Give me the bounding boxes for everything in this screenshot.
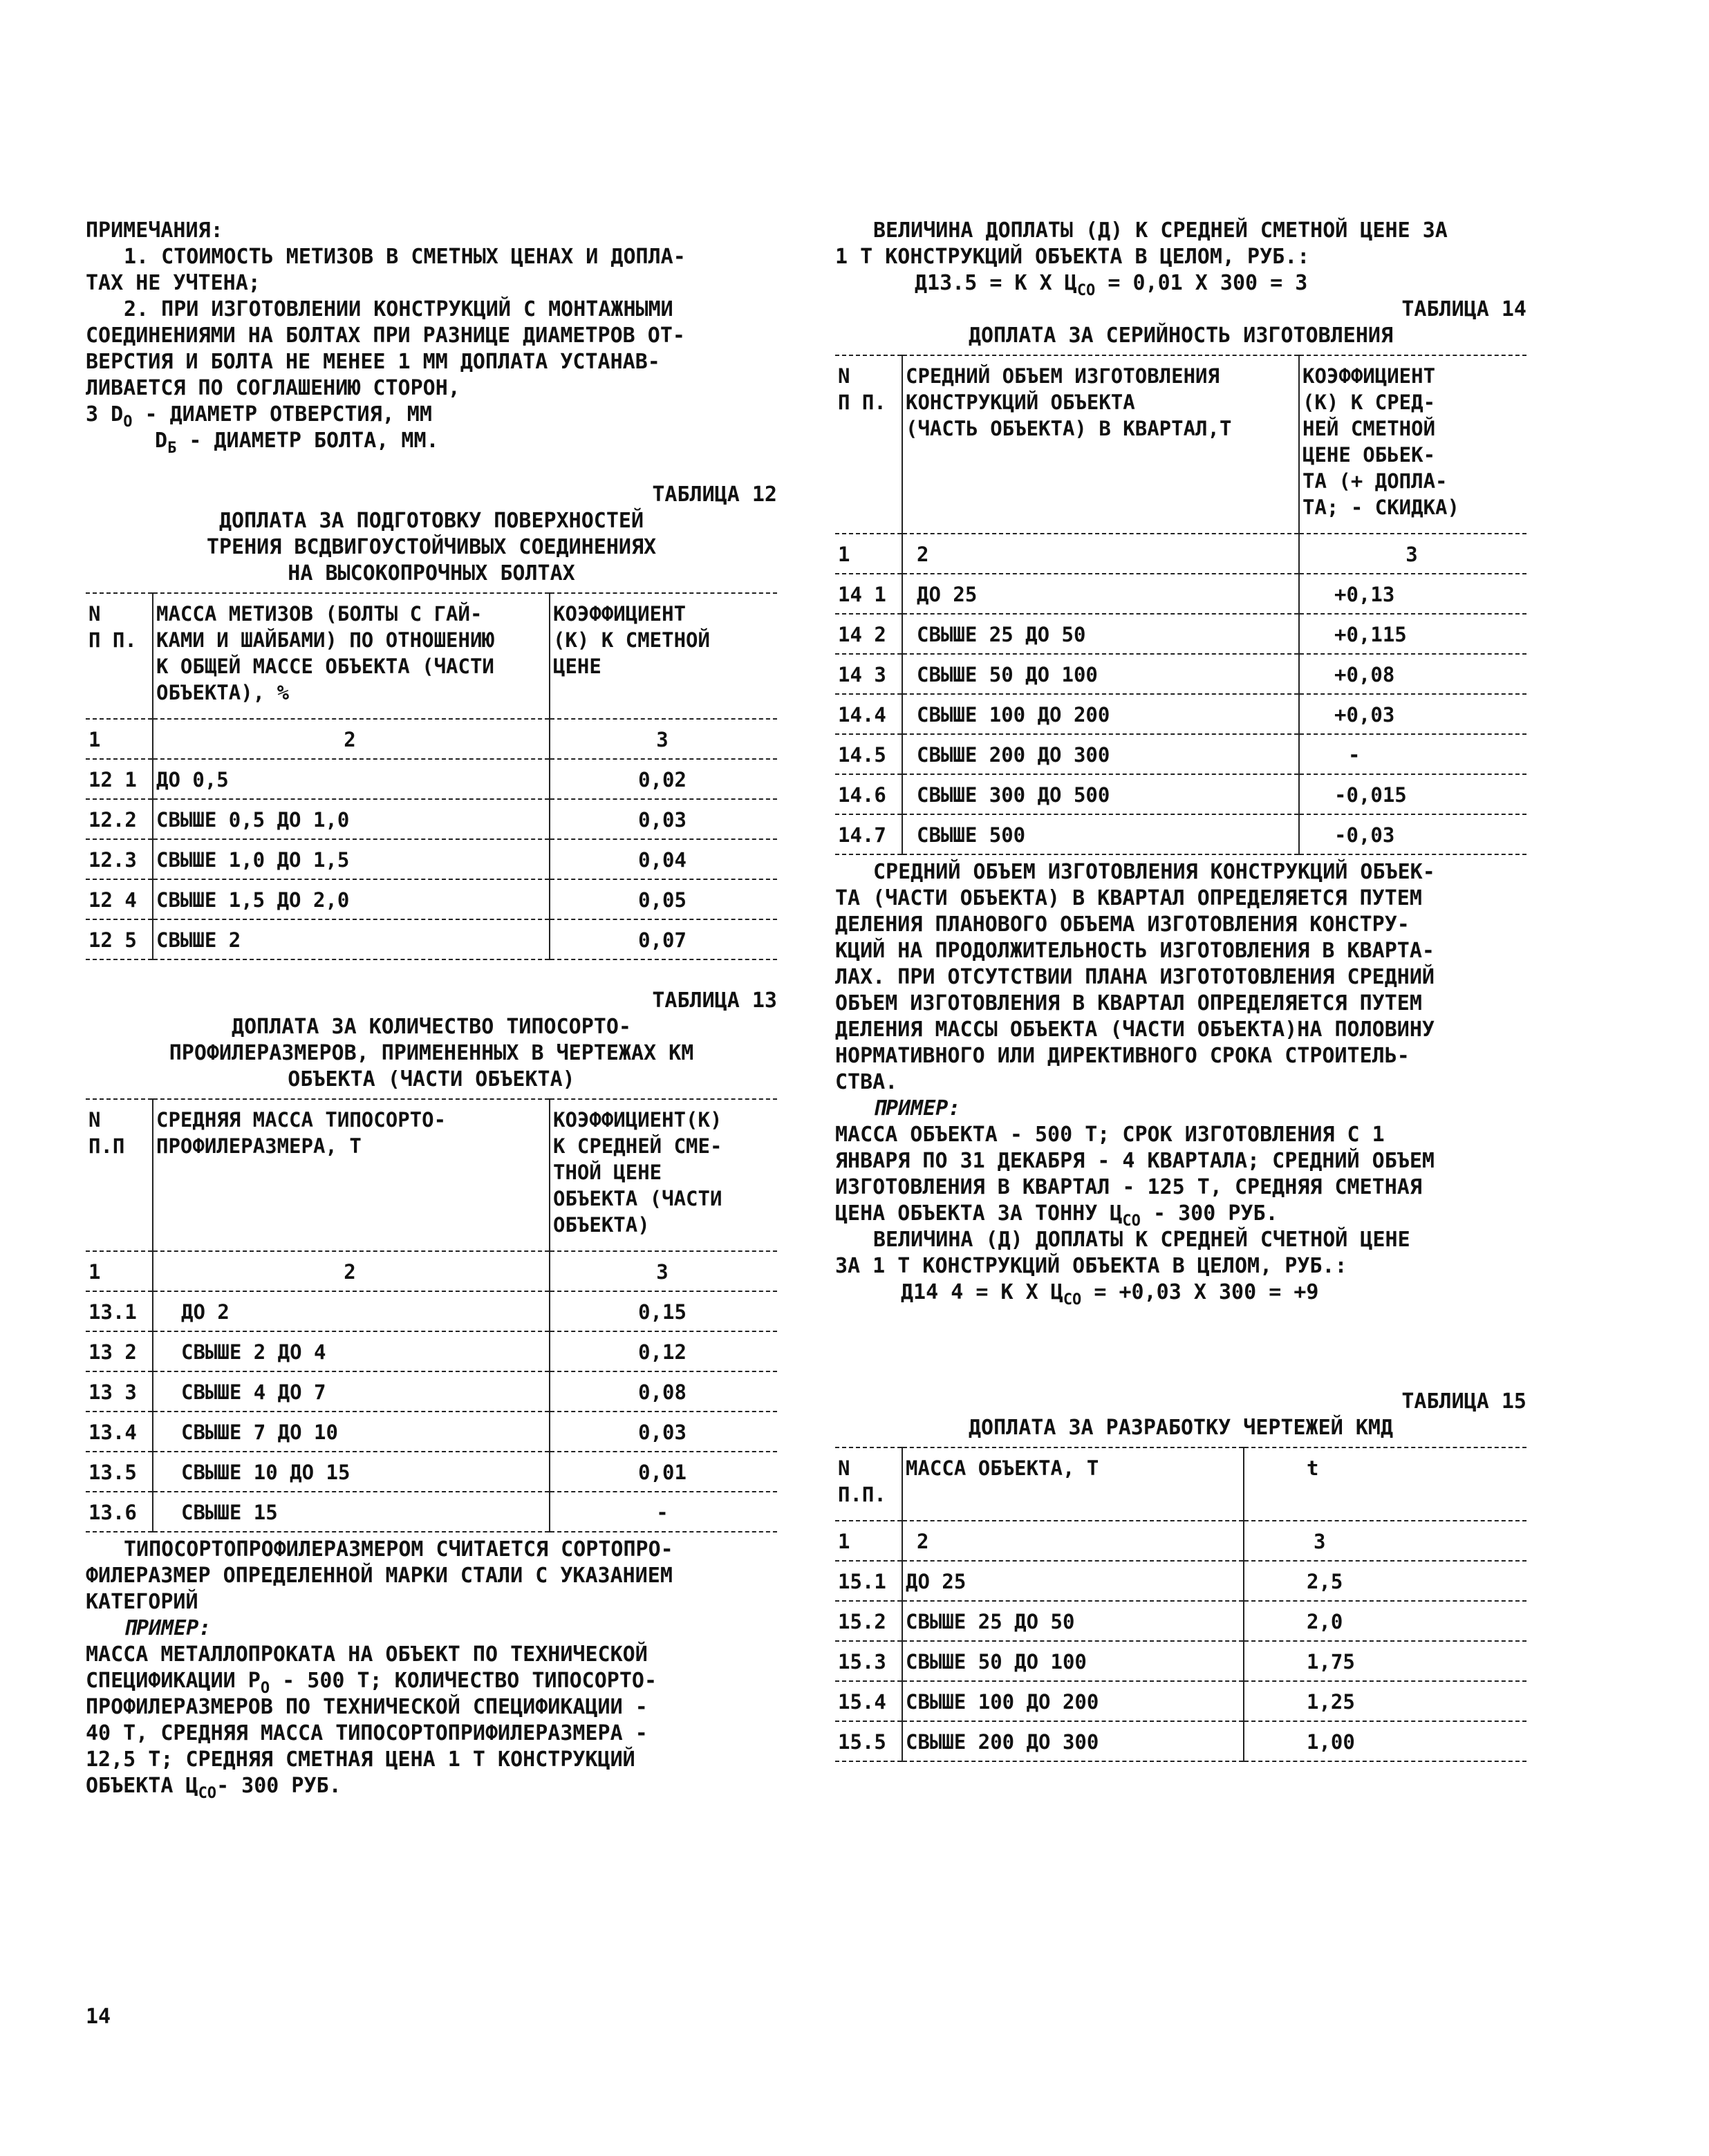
table-title: ТРЕНИЯ ВСДВИГОУСТОЙЧИВЫХ СОЕДИНЕНИЯХ (206, 535, 657, 559)
note-line: ТАХ НЕ УЧТЕНА; (86, 271, 261, 295)
table-index-row (835, 1521, 1526, 1561)
row-number: 12 1 (86, 759, 153, 799)
row-number: 15.4 (835, 1681, 902, 1721)
header-cell: N П.П (86, 1099, 153, 1251)
table-row (86, 1291, 777, 1331)
table-row (86, 919, 777, 959)
header-cell: КОЭФФИЦИЕНТ (К) К СРЕД- НЕЙ СМЕТНОЙ ЦЕНЕ ОБЬЕК- ТА (+ ДОПЛА- ТА; - СКИДКА) (1299, 355, 1526, 534)
header-cell: N П.П. (835, 1447, 902, 1521)
row-range: СВЫШЕ 300 ДО 500 (902, 774, 1299, 814)
row-coefficient: 0,05 (550, 879, 777, 919)
row-number: 15.3 (835, 1641, 902, 1681)
index-cell: 3 (1244, 1521, 1526, 1561)
header-cell: КОЭФФИЦИЕНТ (К) К СМЕТНОЙ ЦЕНЕ (550, 593, 777, 719)
row-number: 15.2 (835, 1601, 902, 1641)
index-cell: 1 (835, 1521, 902, 1561)
example-line: МАССА МЕТАЛЛОПРОКАТА НА ОБЪЕКТ ПО ТЕХНИЧЕСКОЙ (86, 1642, 648, 1667)
table-14-grid (835, 355, 1526, 855)
index-cell: 1 (86, 1251, 153, 1291)
row-range: СВЫШЕ 1,0 ДО 1,5 (153, 839, 550, 879)
table-row (835, 1721, 1526, 1761)
table-row (86, 799, 777, 839)
note-line: ЛИВАЕТСЯ ПО СОГЛАШЕНИЮ СТОРОН, (86, 376, 460, 400)
row-coefficient: -0,015 (1299, 774, 1526, 814)
page-number: 14 (86, 2005, 111, 2029)
row-range: СВЫШЕ 500 (902, 814, 1299, 854)
table-row (835, 694, 1526, 734)
table-title: ОБЪЕКТА (ЧАСТИ ОБЪЕКТА) (288, 1067, 575, 1091)
row-coefficient: 0,03 (550, 1412, 777, 1452)
note-line: ВЕРСТИЯ И БОЛТА НЕ МЕНЕЕ 1 ММ ДОПЛАТА УСТАНАВ- (86, 350, 660, 374)
row-range: СВЫШЕ 100 ДО 200 (902, 694, 1299, 734)
example-line: ВЕЛИЧИНА (Д) ДОПЛАТЫ К СРЕДНЕЙ СЧЕТНОЙ ЦЕНЕ (873, 1228, 1410, 1252)
row-value: 2,0 (1244, 1601, 1526, 1641)
intro-line: ВЕЛИЧИНА ДОПЛАТЫ (Д) К СРЕДНЕЙ СМЕТНОЙ ЦЕНЕ ЗА (873, 218, 1448, 243)
table-title: ПРОФИЛЕРАЗМЕРОВ, ПРИМЕНЕННЫХ В ЧЕРТЕЖАХ КМ (169, 1041, 694, 1065)
index-cell: 3 (550, 1251, 777, 1291)
row-range: ДО 0,5 (153, 759, 550, 799)
example-line: 12,5 Т; СРЕДНЯЯ СМЕТНАЯ ЦЕНА 1 Т КОНСТРУКЦИЙ (86, 1747, 635, 1772)
example-line: СПЕЦИФИКАЦИИ $Р_О - 500$ Т; КОЛИЧЕСТВО ТИПОСОРТО- (86, 1669, 657, 1697)
row-coefficient: +0,115 (1299, 614, 1526, 654)
table-label: ТАБЛИЦА 13 (652, 988, 777, 1013)
table-row (835, 614, 1526, 654)
row-coefficient: 0,12 (550, 1331, 777, 1371)
formula-13-5: Д13.5 = К Х $Ц_{СО} = 0,01$ Х 300 = 3 (915, 271, 1308, 299)
paragraph-14 (835, 859, 1526, 1309)
paragraph-line: ТА (ЧАСТИ ОБЪЕКТА) В КВАРТАЛ ОПРЕДЕЛЯЕТСЯ ПУТЕМ (835, 886, 1422, 910)
paragraph-13 (86, 1537, 777, 1802)
row-coefficient: - (1299, 734, 1526, 774)
paragraph-line: СТВА. (835, 1070, 898, 1094)
row-number: 12 5 (86, 919, 153, 959)
index-cell: 3 (1299, 534, 1526, 574)
row-number: 13 2 (86, 1331, 153, 1371)
header-cell: t (1244, 1447, 1526, 1521)
notes-heading: ПРИМЕЧАНИЯ: (86, 218, 223, 243)
table-title: ДОПЛАТА ЗА ПОДГОТОВКУ ПОВЕРХНОСТЕЙ (218, 509, 644, 533)
header-cell: СРЕДНЯЯ МАССА ТИПОСОРТО- ПРОФИЛЕРАЗМЕРА, Т (153, 1099, 550, 1251)
header-cell: МАССА ОБЪЕКТА, Т (902, 1447, 1244, 1521)
example-line: ЯНВАРЯ ПО 31 ДЕКАБРЯ - 4 КВАРТАЛА; СРЕДНИЙ ОБЪЕМ (835, 1149, 1435, 1173)
row-range: ДО 25 (902, 574, 1299, 614)
row-range: СВЫШЕ 1,5 ДО 2,0 (153, 879, 550, 919)
row-coefficient: 0,03 (550, 799, 777, 839)
table-14 (835, 297, 1526, 855)
table-row (835, 1641, 1526, 1681)
table-header-row (835, 1447, 1526, 1521)
table-label: ТАБЛИЦА 14 (1401, 297, 1526, 321)
legend-hole-diameter: 3 $D_О$ - ДИАМЕТР ОТВЕРСТИЯ, ММ (86, 402, 432, 431)
row-range: СВЫШЕ 50 ДО 100 (902, 654, 1299, 694)
row-range: СВЫШЕ 10 ДО 15 (153, 1452, 550, 1492)
row-range: ДО 25 (902, 1561, 1244, 1601)
example-line: ЗА 1 Т КОНСТРУКЦИЙ ОБЪЕКТА В ЦЕЛОМ, РУБ.: (835, 1254, 1347, 1278)
note-line: 1. СТОИМОСТЬ МЕТИЗОВ В СМЕТНЫХ ЦЕНАХ И ДОПЛА- (124, 245, 686, 269)
table-12-grid (86, 592, 777, 960)
table-12 (86, 482, 777, 960)
paragraph-line: ФИЛЕРАЗМЕР ОПРЕДЕЛЕННОЙ МАРКИ СТАЛИ С УКАЗАНИЕМ (86, 1564, 673, 1588)
example-line: ОБЪЕКТА $Ц_{СО}-$ 300 РУБ. (86, 1774, 342, 1802)
index-cell: 1 (86, 719, 153, 759)
note-line: СОЕДИНЕНИЯМИ НА БОЛТАХ ПРИ РАЗНИЦЕ ДИАМЕТРОВ ОТ- (86, 324, 685, 348)
table-row (86, 1452, 777, 1492)
row-number: 14 2 (835, 614, 902, 654)
row-value: 1,75 (1244, 1641, 1526, 1681)
row-number: 12 4 (86, 879, 153, 919)
row-coefficient: 0,15 (550, 1291, 777, 1331)
notes-section (86, 218, 777, 457)
table-header-row (86, 593, 777, 719)
row-range: СВЫШЕ 200 ДО 300 (902, 1721, 1244, 1761)
example-label: ПРИМЕР: (873, 1096, 961, 1121)
table-row (835, 1681, 1526, 1721)
example-line: ИЗГОТОВЛЕНИЯ В КВАРТАЛ - 125 Т, СРЕДНЯЯ СМЕТНАЯ (835, 1175, 1422, 1199)
paragraph-line: КЦИЙ НА ПРОДОЛЖИТЕЛЬНОСТЬ ИЗГОТОВЛЕНИЯ В КВАРТА- (835, 939, 1435, 963)
table-index-row (86, 719, 777, 759)
row-number: 12.2 (86, 799, 153, 839)
row-range: СВЫШЕ 7 ДО 10 (153, 1412, 550, 1452)
example-line: ЦЕНА ОБЪЕКТА ЗА ТОННУ $Ц_{СО} - 300$ РУБ. (835, 1201, 1278, 1230)
index-cell: 2 (902, 534, 1299, 574)
row-number: 13 3 (86, 1371, 153, 1412)
row-range: СВЫШЕ 200 ДО 300 (902, 734, 1299, 774)
intro-line: 1 Т КОНСТРУКЦИЙ ОБЪЕКТА В ЦЕЛОМ, РУБ.: (835, 245, 1310, 269)
row-coefficient: 0,02 (550, 759, 777, 799)
right-column (835, 218, 1526, 1762)
index-cell: 2 (153, 719, 550, 759)
table-title: НА ВЫСОКОПРОЧНЫХ БОЛТАХ (288, 561, 575, 585)
row-range: СВЫШЕ 50 ДО 100 (902, 1641, 1244, 1681)
formula-14-4: Д14 4 = К Х $Ц_{СО} = +0,03$ Х 300 = +9 (901, 1280, 1319, 1309)
row-number: 14.6 (835, 774, 902, 814)
table-title: ДОПЛАТА ЗА РАЗРАБОТКУ ЧЕРТЕЖЕЙ КМД (968, 1416, 1394, 1440)
table-row (835, 654, 1526, 694)
row-number: 13.1 (86, 1291, 153, 1331)
row-range: СВЫШЕ 25 ДО 50 (902, 614, 1299, 654)
row-number: 13.5 (86, 1452, 153, 1492)
row-value: 1,00 (1244, 1721, 1526, 1761)
row-range: СВЫШЕ 15 (153, 1492, 550, 1532)
paragraph-line: ДЕЛЕНИЯ МАССЫ ОБЪЕКТА (ЧАСТИ ОБЪЕКТА)НА ПОЛОВИНУ (835, 1018, 1435, 1042)
table-row (86, 1492, 777, 1532)
example-line: 40 Т, СРЕДНЯЯ МАССА ТИПОСОРТОПРИФИЛЕРАЗМЕРА - (86, 1721, 648, 1745)
paragraph-line: ОБЪЕМ ИЗГОТОВЛЕНИЯ В КВАРТАЛ ОПРЕДЕЛЯЕТСЯ ПУТЕМ (835, 991, 1422, 1015)
row-number: 14 1 (835, 574, 902, 614)
table-15 (835, 1389, 1526, 1762)
table-title: ДОПЛАТА ЗА КОЛИЧЕСТВО ТИПОСОРТО- (232, 1015, 631, 1039)
paragraph-line: КАТЕГОРИЙ (86, 1590, 198, 1614)
index-cell: 1 (835, 534, 902, 574)
table-row (86, 1412, 777, 1452)
table-row (835, 1561, 1526, 1601)
row-coefficient: +0,13 (1299, 574, 1526, 614)
row-number: 14 3 (835, 654, 902, 694)
index-cell: 3 (550, 719, 777, 759)
table-row (86, 839, 777, 879)
intro-section (835, 218, 1526, 297)
table-row (86, 879, 777, 919)
table-row (86, 759, 777, 799)
row-coefficient: +0,08 (1299, 654, 1526, 694)
table-header-row (835, 355, 1526, 534)
table-row (835, 814, 1526, 854)
row-coefficient: - (550, 1492, 777, 1532)
row-coefficient: 0,08 (550, 1371, 777, 1412)
left-column (86, 218, 777, 1802)
table-row (835, 1601, 1526, 1641)
header-cell: КОЭФФИЦИЕНТ(К) К СРЕДНЕЙ СМЕ- ТНОЙ ЦЕНЕ ОБЪЕКТА (ЧАСТИ ОБЪЕКТА) (550, 1099, 777, 1251)
row-range: СВЫШЕ 0,5 ДО 1,0 (153, 799, 550, 839)
row-number: 14.4 (835, 694, 902, 734)
row-value: 2,5 (1244, 1561, 1526, 1601)
table-row (835, 574, 1526, 614)
table-15-grid (835, 1447, 1526, 1762)
row-number: 14.5 (835, 734, 902, 774)
row-range: СВЫШЕ 25 ДО 50 (902, 1601, 1244, 1641)
paragraph-line: ДЕЛЕНИЯ ПЛАНОВОГО ОБЪЕМА ИЗГОТОВЛЕНИЯ КОНСТРУ- (835, 912, 1410, 937)
row-number: 12.3 (86, 839, 153, 879)
row-coefficient: -0,03 (1299, 814, 1526, 854)
row-range: СВЫШЕ 2 (153, 919, 550, 959)
table-label: ТАБЛИЦА 12 (652, 482, 777, 507)
note-line: 2. ПРИ ИЗГОТОВЛЕНИИ КОНСТРУКЦИЙ С МОНТАЖНЫМИ (124, 297, 673, 321)
row-coefficient: 0,07 (550, 919, 777, 959)
table-header-row (86, 1099, 777, 1251)
header-cell: N П П. (86, 593, 153, 719)
row-number: 13.4 (86, 1412, 153, 1452)
row-number: 15.1 (835, 1561, 902, 1601)
row-value: 1,25 (1244, 1681, 1526, 1721)
header-cell: СРЕДНИЙ ОБЪЕМ ИЗГОТОВЛЕНИЯ КОНСТРУКЦИЙ ОБЪЕКТА (ЧАСТЬ ОБЪЕКТА) В КВАРТАЛ,Т (902, 355, 1299, 534)
table-row (86, 1331, 777, 1371)
header-cell: N П П. (835, 355, 902, 534)
header-cell: МАССА МЕТИЗОВ (БОЛТЫ С ГАЙ- КАМИ И ШАЙБАМИ) ПО ОТНОШЕНИЮ К ОБЩЕЙ МАССЕ ОБЪЕКТА (ЧАСТИ ОБЪЕКТА), % (153, 593, 550, 719)
example-line: ПРОФИЛЕРАЗМЕРОВ ПО ТЕХНИЧЕСКОЙ СПЕЦИФИКАЦИИ - (86, 1695, 648, 1719)
paragraph-line: ЛАХ. ПРИ ОТСУТСТВИИ ПЛАНА ИЗГОТОТОВЛЕНИЯ СРЕДНИЙ (835, 965, 1435, 989)
table-13 (86, 988, 777, 1532)
legend-bolt-diameter: $D_Б$ - ДИАМЕТР БОЛТА, ММ. (155, 429, 439, 457)
paragraph-line: ТИПОСОРТОПРОФИЛЕРАЗМЕРОМ СЧИТАЕТСЯ СОРТОПРО- (124, 1537, 673, 1562)
row-range: СВЫШЕ 100 ДО 200 (902, 1681, 1244, 1721)
row-coefficient: 0,04 (550, 839, 777, 879)
table-label: ТАБЛИЦА 15 (1401, 1389, 1526, 1414)
row-coefficient: +0,03 (1299, 694, 1526, 734)
row-coefficient: 0,01 (550, 1452, 777, 1492)
paragraph-line: НОРМАТИВНОГО ИЛИ ДИРЕКТИВНОГО СРОКА СТРОИТЕЛЬ- (835, 1044, 1410, 1068)
table-row (835, 774, 1526, 814)
example-label: ПРИМЕР: (124, 1616, 212, 1640)
row-range: СВЫШЕ 4 ДО 7 (153, 1371, 550, 1412)
row-range: ДО 2 (153, 1291, 550, 1331)
table-row (86, 1371, 777, 1412)
example-line: МАССА ОБЪЕКТА - 500 Т; СРОК ИЗГОТОВЛЕНИЯ С 1 (835, 1123, 1385, 1147)
row-number: 13.6 (86, 1492, 153, 1532)
table-title: ДОПЛАТА ЗА СЕРИЙНОСТЬ ИЗГОТОВЛЕНИЯ (968, 324, 1394, 348)
table-index-row (835, 534, 1526, 574)
row-range: СВЫШЕ 2 ДО 4 (153, 1331, 550, 1371)
index-cell: 2 (902, 1521, 1244, 1561)
table-index-row (86, 1251, 777, 1291)
index-cell: 2 (153, 1251, 550, 1291)
table-13-grid (86, 1098, 777, 1532)
row-number: 15.5 (835, 1721, 902, 1761)
table-row (835, 734, 1526, 774)
paragraph-line: СРЕДНИЙ ОБЪЕМ ИЗГОТОВЛЕНИЯ КОНСТРУКЦИЙ ОБЪЕК- (873, 860, 1435, 884)
row-number: 14.7 (835, 814, 902, 854)
